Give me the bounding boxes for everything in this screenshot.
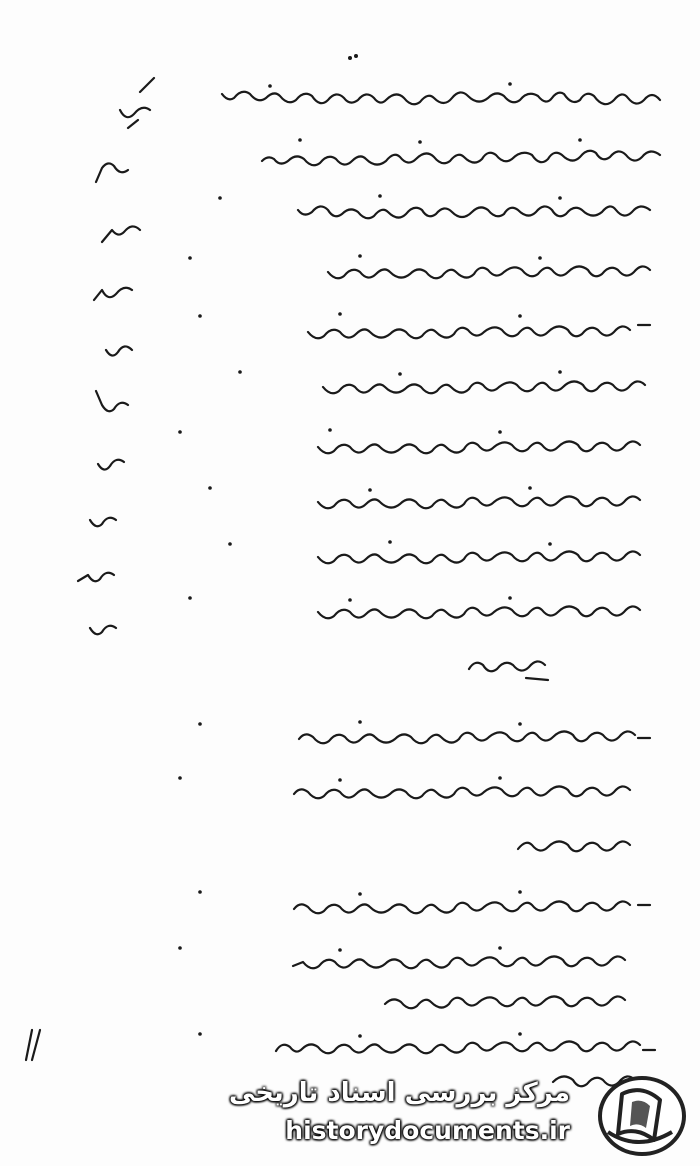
history-documents-logo-icon bbox=[594, 1072, 686, 1158]
watermark-url: historydocuments.ir bbox=[285, 1116, 570, 1145]
watermark bbox=[229, 1060, 690, 1160]
watermark-title: مرکز بررسی اسناد تاریخی bbox=[229, 1078, 570, 1108]
